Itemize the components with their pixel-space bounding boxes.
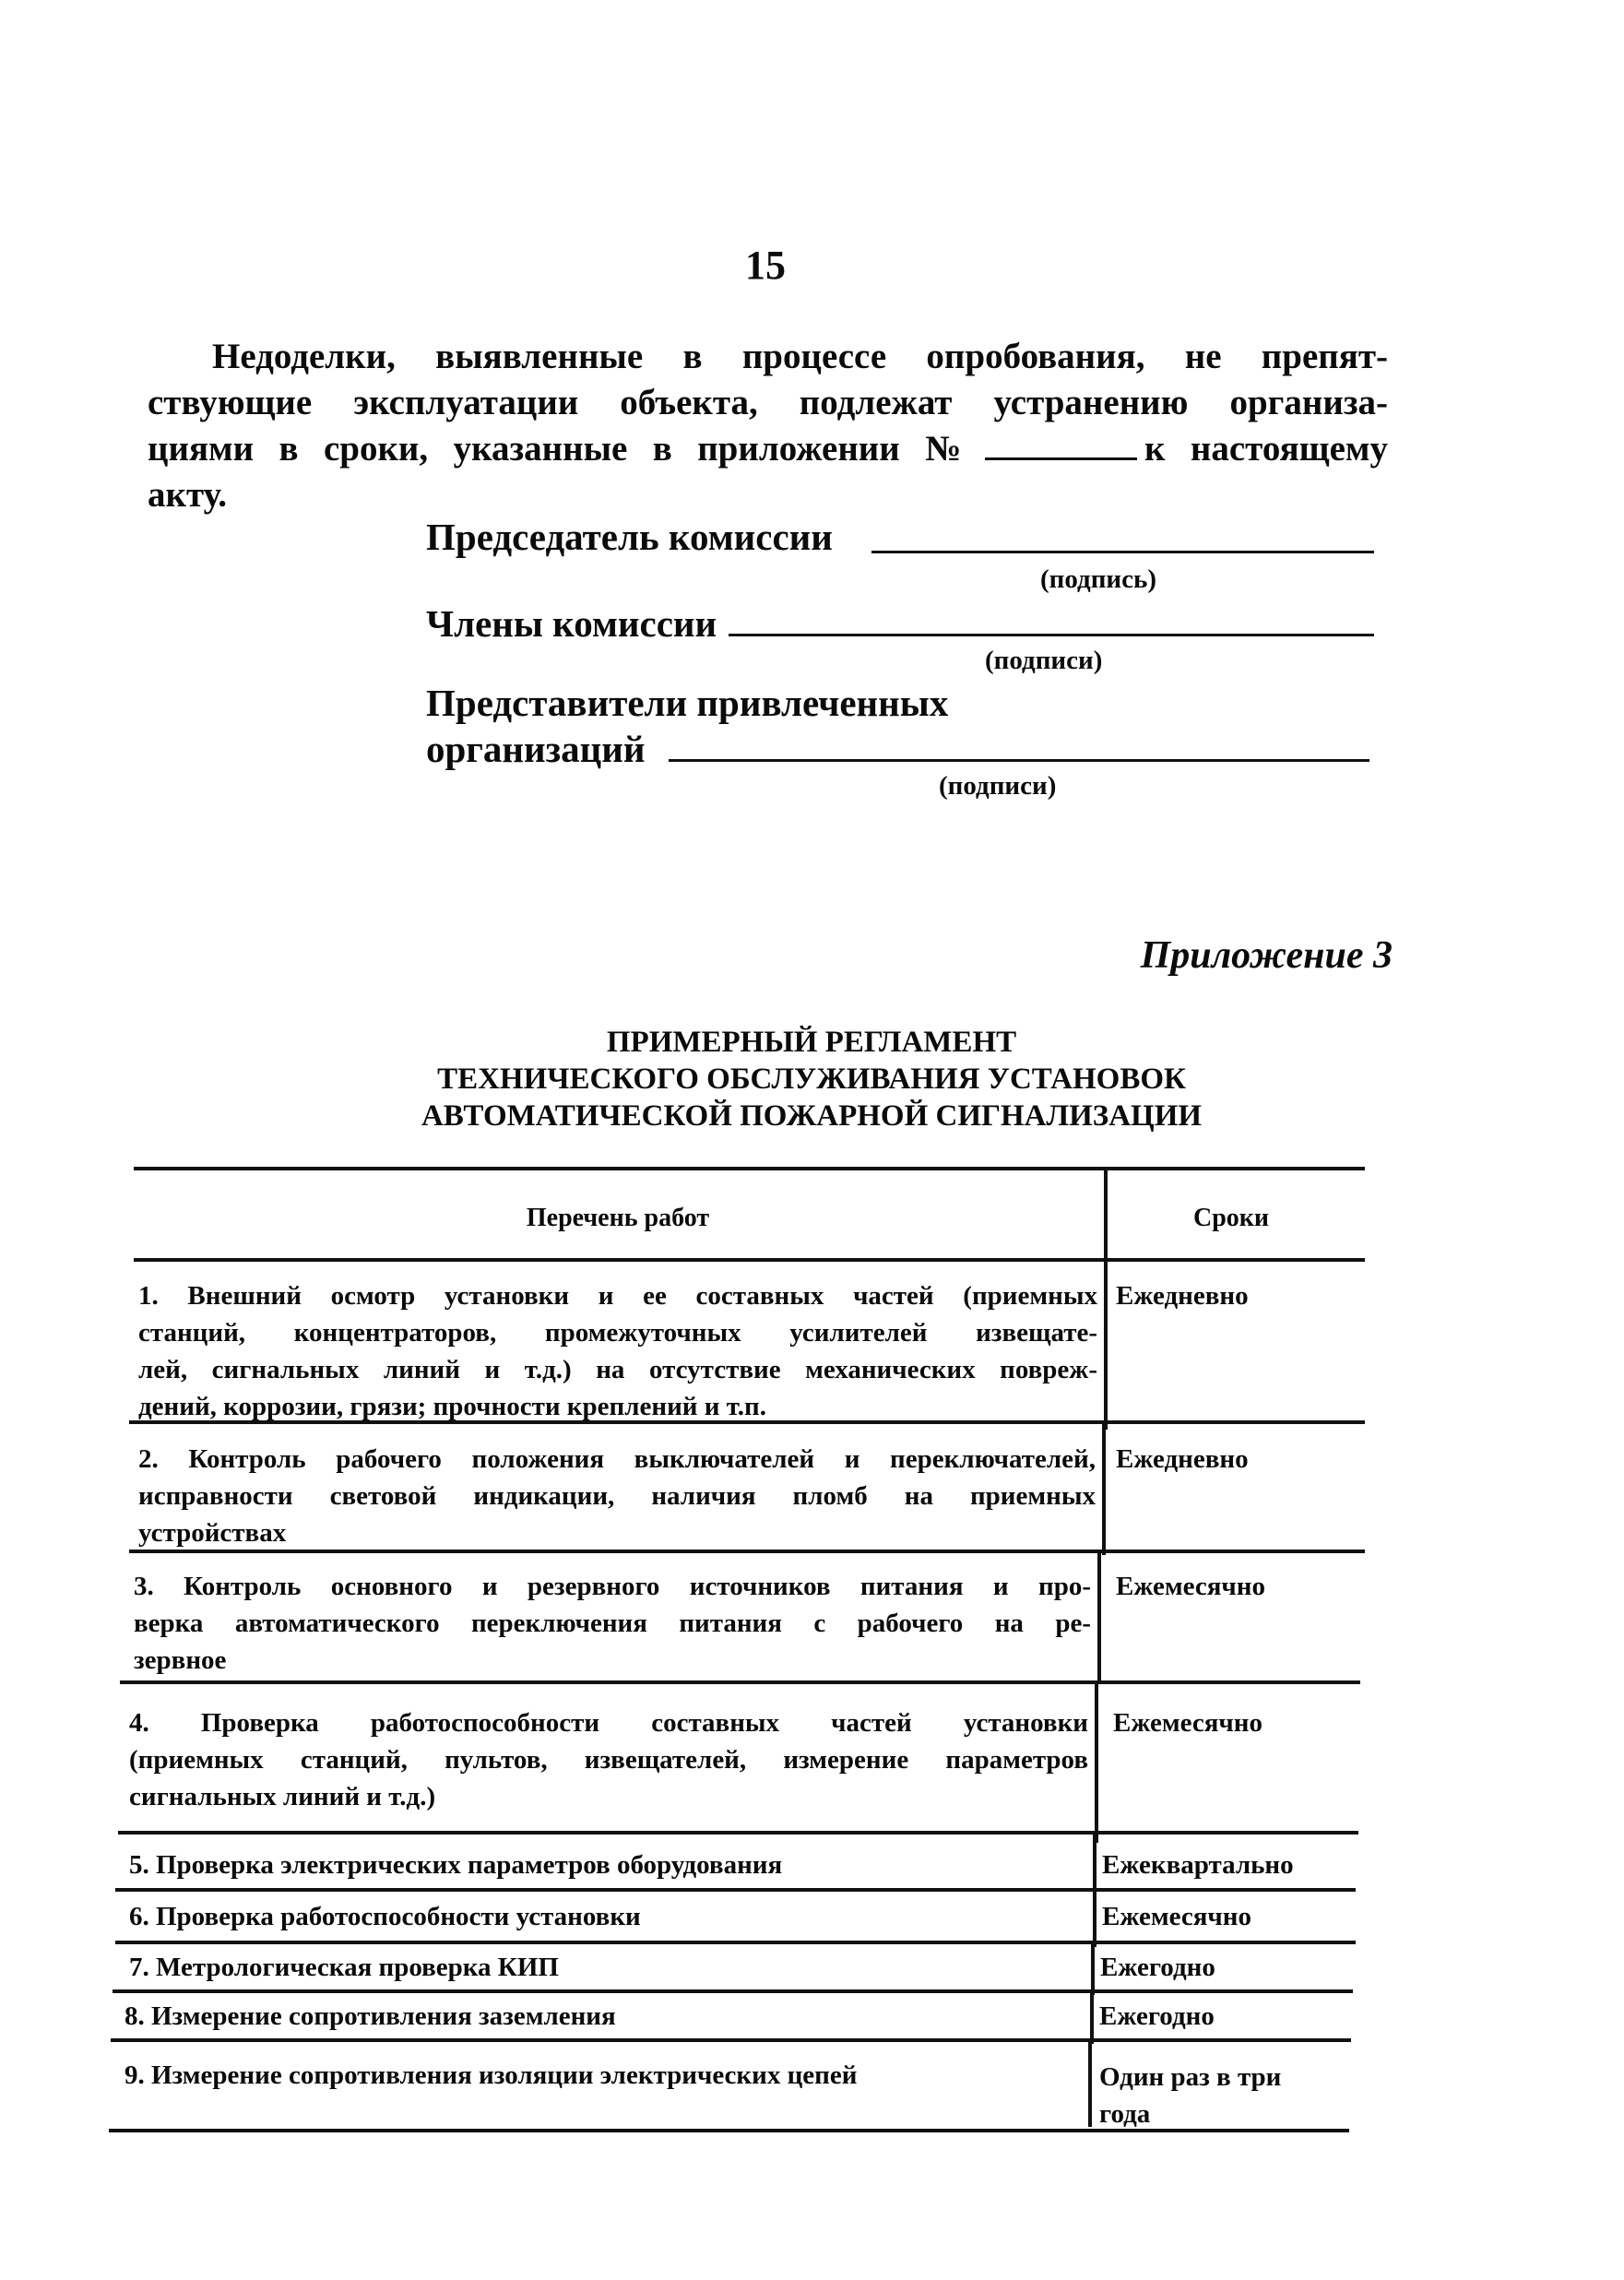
header-bottom-rule <box>134 1258 1365 1262</box>
cell-line: устройствах <box>138 1518 287 1548</box>
reps-label-line2: организаций <box>426 728 646 770</box>
column-divider <box>1104 1262 1108 1430</box>
row-rule <box>120 1680 1360 1684</box>
chairman-note: (подпись) <box>1040 564 1156 594</box>
row-rule <box>115 1941 1356 1944</box>
page-number: 15 <box>745 243 786 288</box>
column-divider <box>1097 1553 1101 1684</box>
cell-line: (приемных станций, пультов, извещателей, измерение параметров <box>129 1745 1088 1775</box>
reps-label-line1: Представители привлеченных <box>426 682 949 724</box>
table-row-term: Ежемесячно <box>1113 1708 1262 1738</box>
column-divider <box>1102 1424 1106 1555</box>
intro-line: ствующие эксплуатации объекта, подлежат устранению организа- <box>148 383 1388 422</box>
table-row-work <box>138 1441 1096 1551</box>
table-row-term: Ежегодно <box>1099 2001 1215 2031</box>
row-rule <box>118 1831 1358 1835</box>
cell-line: дений, коррозии, грязи; прочности креплений и т.п. <box>138 1392 766 1421</box>
cell-line: 1. Внешний осмотр установки и ее составных частей (приемных <box>138 1281 1097 1311</box>
chairman-signature-line <box>871 551 1374 553</box>
row-rule <box>111 2038 1351 2042</box>
intro-line-part: циями в сроки, указанные в приложении № <box>148 429 978 469</box>
appendix-label: Приложение 3 <box>1140 934 1393 977</box>
cell-line: верка автоматического переключения питания с рабочего на ре- <box>134 1609 1091 1638</box>
table-row-work: 6. Проверка работоспособности установки <box>129 1902 641 1931</box>
column-divider <box>1095 1684 1098 1843</box>
cell-line: 2. Контроль рабочего положения выключателей и переключателей, <box>138 1444 1096 1474</box>
header-works: Перечень работ <box>526 1204 710 1232</box>
title-line3: АВТОМАТИЧЕСКОЙ ПОЖАРНОЙ СИГНАЛИЗАЦИИ <box>421 1099 1203 1133</box>
table-row-work <box>129 1704 1088 1815</box>
cell-line: сигнальных линий и т.д.) <box>129 1782 436 1811</box>
table-row-term: Ежеквартально <box>1102 1850 1294 1880</box>
term-line: Один раз в три <box>1099 2062 1282 2092</box>
table-row-term: Ежедневно <box>1116 1281 1249 1311</box>
table-row-term: Ежедневно <box>1116 1444 1249 1474</box>
intro-line: акту. <box>148 475 227 515</box>
title-line2: ТЕХНИЧЕСКОГО ОБСЛУЖИВАНИЯ УСТАНОВОК <box>437 1063 1186 1096</box>
table-row-work: 9. Измерение сопротивления изоляции электрических цепей <box>124 2060 858 2090</box>
column-divider <box>1088 2042 1092 2127</box>
column-divider <box>1093 1892 1096 1947</box>
cell-line: станций, концентраторов, промежуточных усилителей извещате- <box>138 1318 1097 1348</box>
row-rule <box>115 1888 1356 1892</box>
intro-line-part: к настоящему <box>1144 429 1388 469</box>
table-row-work: 5. Проверка электрических параметров оборудования <box>129 1850 783 1880</box>
table-row-work <box>138 1277 1097 1425</box>
table-row-term: Ежемесячно <box>1116 1572 1265 1601</box>
members-signature-line <box>729 634 1374 636</box>
chairman-label: Председатель комиссии <box>426 516 833 558</box>
title-line1: ПРИМЕРНЫЙ РЕГЛАМЕНТ <box>606 1026 1017 1059</box>
row-rule <box>129 1550 1365 1553</box>
row-rule <box>113 1989 1353 1993</box>
column-divider <box>1090 1993 1094 2044</box>
table-bottom-rule <box>109 2129 1349 2132</box>
intro-line: Недоделки, выявленные в процессе опробования, не препят- <box>212 337 1388 376</box>
cell-line: 4. Проверка работоспособности составных частей установки <box>129 1708 1088 1738</box>
appendix-number-blank <box>985 430 1137 460</box>
header-terms: Сроки <box>1192 1204 1270 1232</box>
cell-line: исправности световой индикации, наличия пломб на приемных <box>138 1481 1096 1511</box>
members-label: Члены комиссии <box>426 602 717 645</box>
reps-signature-line <box>669 759 1369 762</box>
table-top-rule <box>134 1167 1365 1170</box>
cell-line: лей, сигнальных линий и т.д.) на отсутствие механических повреж- <box>138 1355 1097 1384</box>
row-rule <box>129 1420 1365 1424</box>
column-divider <box>1091 1944 1095 1995</box>
intro-line <box>148 426 1388 472</box>
members-note: (подписи) <box>985 646 1103 675</box>
table-row-term <box>1099 2059 1281 2132</box>
table-row-work: 7. Метрологическая проверка КИП <box>129 1953 559 1982</box>
cell-line: зервное <box>134 1645 227 1675</box>
intro-paragraph <box>148 334 1388 518</box>
table-row-term: Ежемесячно <box>1102 1902 1251 1931</box>
reps-note: (подписи) <box>939 771 1057 801</box>
cell-line: 3. Контроль основного и резервного источников питания и про- <box>134 1572 1091 1601</box>
table-row-work <box>134 1568 1091 1679</box>
table-row-term: Ежегодно <box>1100 1953 1215 1982</box>
table-row-work: 8. Измерение сопротивления заземления <box>124 2001 616 2031</box>
term-line: года <box>1099 2099 1151 2129</box>
